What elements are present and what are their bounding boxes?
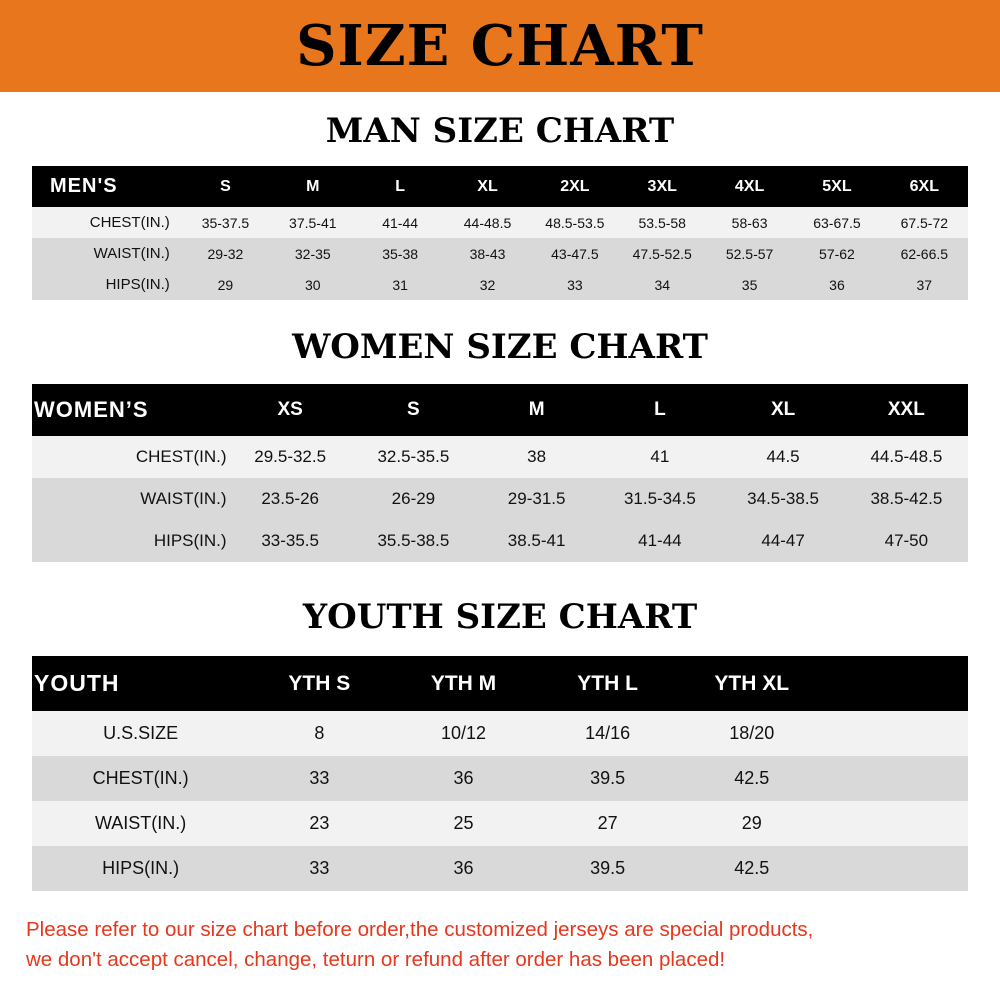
cell: 35-37.5 xyxy=(182,207,269,238)
women-section-title: WOMEN SIZE CHART xyxy=(292,327,708,367)
row-header: CHEST(IN.) xyxy=(32,207,182,238)
row-header: HIPS(IN.) xyxy=(32,846,247,891)
table-row xyxy=(32,269,968,300)
table-row xyxy=(32,801,968,846)
cell: 34.5-38.5 xyxy=(721,478,844,520)
cell xyxy=(824,801,896,846)
cell: 31 xyxy=(356,269,443,300)
row-header: WAIST(IN.) xyxy=(32,238,182,269)
col-header: XXL xyxy=(845,384,968,436)
cell xyxy=(896,846,968,891)
cell: 36 xyxy=(391,756,535,801)
cell: 33 xyxy=(247,756,391,801)
cell: 35-38 xyxy=(356,238,443,269)
cell: 14/16 xyxy=(536,711,680,756)
table-row xyxy=(32,238,968,269)
cell: 38 xyxy=(475,436,598,478)
cell xyxy=(824,846,896,891)
cell: 31.5-34.5 xyxy=(598,478,721,520)
cell: 57-62 xyxy=(793,238,880,269)
col-header: YOUTH xyxy=(32,656,247,711)
table-row xyxy=(32,846,968,891)
col-header: S xyxy=(182,166,269,207)
col-header: M xyxy=(475,384,598,436)
col-header: YTH M xyxy=(391,656,535,711)
cell: 8 xyxy=(247,711,391,756)
women-size-table xyxy=(32,384,968,562)
cell: 63-67.5 xyxy=(793,207,880,238)
cell: 37 xyxy=(881,269,968,300)
women-table-wrap xyxy=(0,384,1000,562)
cell: 33 xyxy=(531,269,618,300)
table-row xyxy=(32,711,968,756)
cell: 10/12 xyxy=(391,711,535,756)
footer-note-line-1: Please refer to our size chart before order,the customized jerseys are special products, xyxy=(26,918,814,941)
row-header: WAIST(IN.) xyxy=(32,478,229,520)
cell: 23 xyxy=(247,801,391,846)
cell: 25 xyxy=(391,801,535,846)
row-header: CHEST(IN.) xyxy=(32,756,247,801)
cell: 37.5-41 xyxy=(269,207,356,238)
col-header: YTH L xyxy=(536,656,680,711)
cell xyxy=(896,711,968,756)
col-header: L xyxy=(598,384,721,436)
cell: 39.5 xyxy=(536,756,680,801)
cell: 53.5-58 xyxy=(619,207,706,238)
cell: 38-43 xyxy=(444,238,531,269)
col-header: 3XL xyxy=(619,166,706,207)
cell: 32 xyxy=(444,269,531,300)
cell: 30 xyxy=(269,269,356,300)
table-row xyxy=(32,478,968,520)
youth-size-table xyxy=(32,656,968,891)
table-header-row xyxy=(32,166,968,207)
col-header: XL xyxy=(721,384,844,436)
cell: 39.5 xyxy=(536,846,680,891)
col-header: YTH S xyxy=(247,656,391,711)
man-table-wrap xyxy=(0,166,1000,300)
row-header: WAIST(IN.) xyxy=(32,801,247,846)
cell: 47-50 xyxy=(845,520,968,562)
cell: 52.5-57 xyxy=(706,238,793,269)
cell: 27 xyxy=(536,801,680,846)
cell: 44-47 xyxy=(721,520,844,562)
cell: 62-66.5 xyxy=(881,238,968,269)
cell: 36 xyxy=(793,269,880,300)
cell: 18/20 xyxy=(680,711,824,756)
cell: 47.5-52.5 xyxy=(619,238,706,269)
col-header: XL xyxy=(444,166,531,207)
youth-section-title: YOUTH SIZE CHART xyxy=(302,597,698,637)
cell: 29-31.5 xyxy=(475,478,598,520)
col-header: 2XL xyxy=(531,166,618,207)
row-header: HIPS(IN.) xyxy=(32,269,182,300)
cell: 35.5-38.5 xyxy=(352,520,475,562)
table-row xyxy=(32,756,968,801)
cell: 32-35 xyxy=(269,238,356,269)
table-header-row xyxy=(32,656,968,711)
col-header: 5XL xyxy=(793,166,880,207)
table-row xyxy=(32,520,968,562)
col-header: L xyxy=(356,166,443,207)
page-title: SIZE CHART xyxy=(296,13,704,79)
footer-note xyxy=(0,915,1000,974)
cell: 29-32 xyxy=(182,238,269,269)
header-banner xyxy=(0,0,1000,92)
cell: 41-44 xyxy=(356,207,443,238)
cell xyxy=(896,801,968,846)
col-header: WOMEN’S xyxy=(32,384,229,436)
col-header xyxy=(824,656,896,711)
cell: 36 xyxy=(391,846,535,891)
cell xyxy=(824,711,896,756)
cell: 32.5-35.5 xyxy=(352,436,475,478)
cell: 41 xyxy=(598,436,721,478)
cell: 26-29 xyxy=(352,478,475,520)
cell xyxy=(896,756,968,801)
cell: 44-48.5 xyxy=(444,207,531,238)
row-header: HIPS(IN.) xyxy=(32,520,229,562)
col-header: MEN'S xyxy=(32,166,182,207)
cell: 29 xyxy=(182,269,269,300)
cell: 44.5 xyxy=(721,436,844,478)
man-size-table xyxy=(32,166,968,300)
cell: 44.5-48.5 xyxy=(845,436,968,478)
cell xyxy=(824,756,896,801)
col-header: 6XL xyxy=(881,166,968,207)
table-row xyxy=(32,207,968,238)
col-header: M xyxy=(269,166,356,207)
cell: 23.5-26 xyxy=(229,478,352,520)
table-header-row xyxy=(32,384,968,436)
col-header: YTH XL xyxy=(680,656,824,711)
cell: 34 xyxy=(619,269,706,300)
cell: 42.5 xyxy=(680,756,824,801)
cell: 29.5-32.5 xyxy=(229,436,352,478)
man-section-title: MAN SIZE CHART xyxy=(325,111,675,151)
footer-note-line-2: we don't accept cancel, change, teturn or refund after order has been placed! xyxy=(26,947,726,971)
row-header: CHEST(IN.) xyxy=(32,436,229,478)
cell: 38.5-42.5 xyxy=(845,478,968,520)
cell: 42.5 xyxy=(680,846,824,891)
cell: 38.5-41 xyxy=(475,520,598,562)
cell: 43-47.5 xyxy=(531,238,618,269)
cell: 58-63 xyxy=(706,207,793,238)
cell: 33-35.5 xyxy=(229,520,352,562)
col-header: S xyxy=(352,384,475,436)
col-header: XS xyxy=(229,384,352,436)
youth-table-wrap xyxy=(0,656,1000,891)
cell: 41-44 xyxy=(598,520,721,562)
cell: 48.5-53.5 xyxy=(531,207,618,238)
cell: 29 xyxy=(680,801,824,846)
col-header xyxy=(896,656,968,711)
cell: 67.5-72 xyxy=(881,207,968,238)
row-header: U.S.SIZE xyxy=(32,711,247,756)
cell: 33 xyxy=(247,846,391,891)
cell: 35 xyxy=(706,269,793,300)
col-header: 4XL xyxy=(706,166,793,207)
table-row xyxy=(32,436,968,478)
